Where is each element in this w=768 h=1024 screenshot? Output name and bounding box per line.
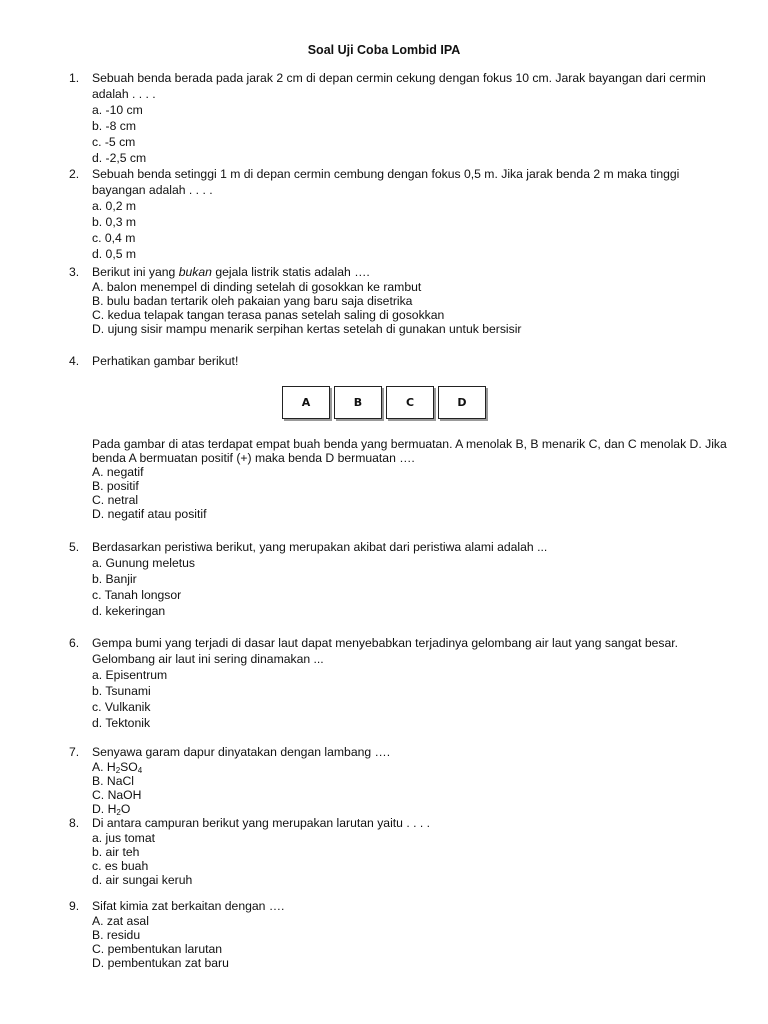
option-b: B. bulu badan tertarik oleh pakaian yang baru saja disetrika <box>92 294 413 308</box>
question-number: 4. <box>69 354 80 368</box>
option-c: c. Vulkanik <box>92 700 151 714</box>
option-d: D. ujung sisir mampu menarik serpihan kertas setelah di gunakan untuk bersisir <box>92 322 522 336</box>
question-4 <box>69 353 729 369</box>
question-text: Perhatikan gambar berikut! <box>92 354 239 368</box>
option-b: b. 0,3 m <box>92 215 137 229</box>
option-b: b. Tsunami <box>92 684 151 698</box>
option-b: b. Banjir <box>92 572 137 586</box>
object-box-c: C <box>386 386 434 419</box>
option-b: B. residu <box>92 928 141 942</box>
question-4-continued <box>69 437 729 521</box>
question-text: Senyawa garam dapur dinyatakan dengan lambang …. <box>92 745 391 759</box>
question-8 <box>69 815 729 887</box>
option-a: a. Gunung meletus <box>92 556 195 570</box>
question-number: 6. <box>69 636 80 650</box>
option-c: c. Tanah longsor <box>92 588 182 602</box>
question-number: 5. <box>69 540 80 554</box>
option-a: a. jus tomat <box>92 831 155 845</box>
question-number: 2. <box>69 167 80 181</box>
option-d: D. negatif atau positif <box>92 507 207 521</box>
question-6 <box>69 635 729 731</box>
object-box-a: A <box>282 386 330 419</box>
page-title: Soal Uji Coba Lombid IPA <box>307 43 461 57</box>
option-a: A. negatif <box>92 465 144 479</box>
object-box-d: D <box>438 386 486 419</box>
option-c: C. NaOH <box>92 788 142 802</box>
question-number: 1. <box>69 71 80 85</box>
option-c: C. kedua telapak tangan terasa panas setelah saling di gosokkan <box>92 308 445 322</box>
option-d: d. -2,5 cm <box>92 151 147 165</box>
option-c: C. pembentukan larutan <box>92 942 223 956</box>
option-a: a. Episentrum <box>92 668 168 682</box>
option-d: d. kekeringan <box>92 604 166 618</box>
option-c: C. netral <box>92 493 139 507</box>
option-d: d. air sungai keruh <box>92 873 193 887</box>
question-3 <box>69 264 729 336</box>
option-d: D. pembentukan zat baru <box>92 956 229 970</box>
option-b: B. NaCl <box>92 774 134 788</box>
option-a: A. $H_2SO_4$ <box>92 760 143 775</box>
question-9 <box>69 898 729 970</box>
option-c: c. 0,4 m <box>92 231 136 245</box>
option-a: A. balon menempel di dinding setelah di gosokkan ke rambut <box>92 280 422 294</box>
option-a: a. -10 cm <box>92 103 143 117</box>
question-2 <box>69 166 729 262</box>
question-text: Berdasarkan peristiwa berikut, yang merupakan akibat dari peristiwa alami adalah ... <box>92 540 548 554</box>
option-c: c. -5 cm <box>92 135 136 149</box>
object-box-b: B <box>334 386 382 419</box>
question-number: 3. <box>69 265 80 279</box>
option-b: b. air teh <box>92 845 140 859</box>
question-text: Sifat kimia zat berkaitan dengan …. <box>92 899 285 913</box>
question-text: Gempa bumi yang terjadi di dasar laut dapat menyebabkan terjadinya gelombang air laut yang sangat besar. Gelombang air laut ini sering dinamakan ... <box>92 636 679 666</box>
question-number: 7. <box>69 745 80 759</box>
emphasis-word: bukan <box>178 265 212 279</box>
question-text: Berikut ini yang bukan gejala listrik statis adalah …. <box>92 265 370 279</box>
question-text: Sebuah benda berada pada jarak 2 cm di depan cermin cekung dengan fokus 10 cm. Jarak bayangan dari cermin adalah . . . . <box>92 71 706 101</box>
option-b: b. -8 cm <box>92 119 137 133</box>
option-c: c. es buah <box>92 859 149 873</box>
option-d: d. Tektonik <box>92 716 151 730</box>
option-d: d. 0,5 m <box>92 247 137 261</box>
question-text: Di antara campuran berikut yang merupakan larutan yaitu . . . . <box>92 816 431 830</box>
question-1 <box>69 70 729 166</box>
question-text: Sebuah benda setinggi 1 m di depan cermin cembung dengan fokus 0,5 m. Jika jarak benda 2 m maka tinggi bayangan adalah . . . . <box>92 167 680 197</box>
option-d: D. $H_2O$ <box>92 802 131 817</box>
option-a: A. zat asal <box>92 914 149 928</box>
question-5 <box>69 539 729 619</box>
question-7 <box>69 744 729 816</box>
option-b: B. positif <box>92 479 139 493</box>
charge-figure <box>282 386 486 419</box>
question-number: 8. <box>69 816 80 830</box>
option-a: a. 0,2 m <box>92 199 137 213</box>
question-number: 9. <box>69 899 80 913</box>
question-text: Pada gambar di atas terdapat empat buah benda yang bermuatan. A menolak B, B menarik C, dan C menolak D. Jika benda A bermuatan positif (+) maka benda D bermuatan …. <box>92 437 727 465</box>
